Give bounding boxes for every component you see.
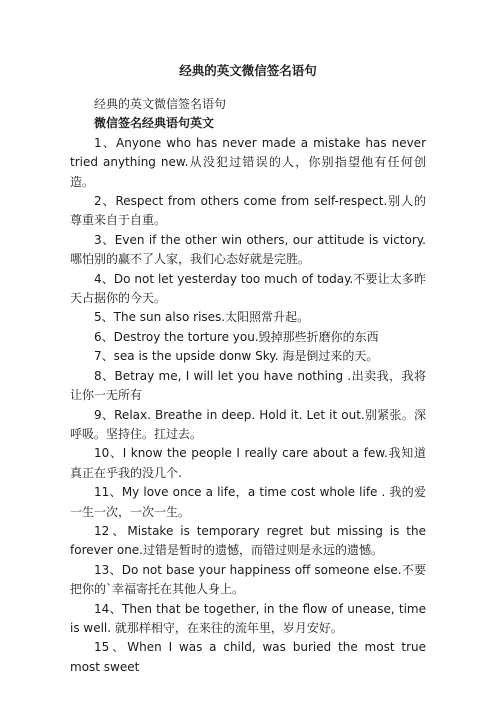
list-item: 11、My love once a life，a time cost whole life . 我的爱一生一次，一次一生。 xyxy=(70,485,426,519)
list-item: 5、The sun also rises.太阳照常升起。 xyxy=(94,310,310,325)
section-heading: 微信签名经典语句英文 xyxy=(94,116,215,131)
intro-line: 经典的英文微信签名语句 xyxy=(94,97,227,111)
list-item: 13、Do not base your happiness off someone else.不要把你的`幸福寄托在其他人身上。 xyxy=(70,562,426,597)
list-item: 4、Do not let yesterday too much of today.不要让太多昨天占据你的今天。 xyxy=(70,271,426,306)
list-item: 3、Even if the other win others, our attitude is victory.哪怕别的赢不了人家，我们心态好就是完胜。 xyxy=(70,232,426,267)
list-item: 1、Anyone who has never made a mistake has never tried anything new.从没犯过错误的人，你别指望他有任何创造。 xyxy=(70,135,426,189)
list-item: 15、When I was a child, was buried the most true most sweet xyxy=(70,640,426,674)
document-body xyxy=(70,95,426,677)
list-item: 14、Then that be together, in the flow of unease, time is well. 就那样相守，在来往的流年里，岁月安好。 xyxy=(70,601,426,635)
list-item: 6、Destroy the torture you.毁掉那些折磨你的东西 xyxy=(94,329,379,344)
list-item: 12、Mistake is temporary regret but missing is the forever one.过错是暂时的遗憾，而错过则是永远的遗憾。 xyxy=(70,523,426,558)
document-title: 经典的英文微信签名语句 xyxy=(179,63,317,78)
list-item: 2、Respect from others come from self-respect.别人的尊重来自于自重。 xyxy=(70,194,426,228)
list-item: 10、I know the people I really care about a few.我知道 真正在乎我的没几个. xyxy=(70,446,426,480)
list-item: 9、Relax. Breathe in deep. Hold it. Let it out.别紧张。深呼吸。坚持住。扛过去。 xyxy=(70,407,426,441)
list-item: 8、Betray me, I will let you have nothing .出卖我，我将让你一无所有 xyxy=(70,368,426,403)
list-item: 7、sea is the upside donw Sky. 海是倒过来的天。 xyxy=(94,349,379,364)
